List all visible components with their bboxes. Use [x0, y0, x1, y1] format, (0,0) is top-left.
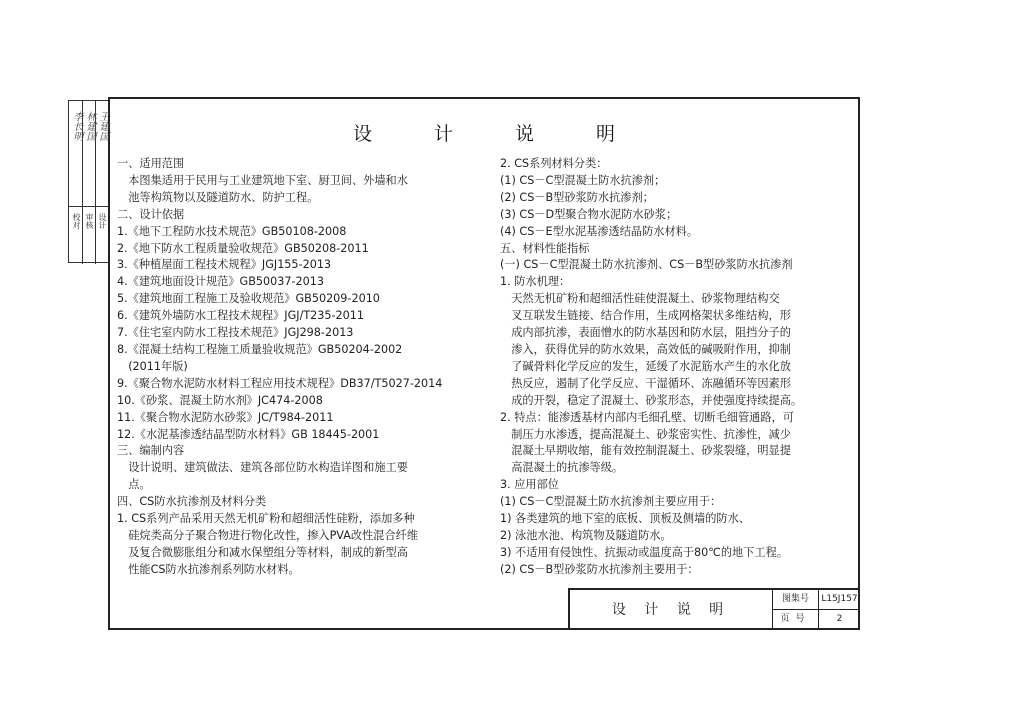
right-column: [500, 156, 852, 579]
text-line: 了碱骨料化学反应的发生，延缓了水泥筋水产生的水化放: [500, 359, 791, 373]
text-line: 池等构筑物以及隧道防水、防护工程。: [117, 190, 319, 204]
text-line: 3) 不适用有侵蚀性、抗振动或温度高于80℃的地下工程。: [500, 545, 788, 559]
text-line: 3. 应用部位: [500, 478, 559, 492]
text-line: 9.《聚合物水泥防水材料工程应用技术规程》DB37/T5027-2014: [117, 376, 443, 390]
text-line: 成内部抗渗，表面憎水的防水基因和防水层，阻挡分子的: [500, 326, 791, 340]
text-line: 热反应，遏制了化学反应、干湿循环、冻融循环等因素形: [500, 376, 791, 390]
atlas-number-label: 图集号: [773, 590, 819, 610]
strip-label-review: 审核: [85, 213, 94, 229]
text-line: 11.《聚合物水泥防水砂浆》JC/T984-2011: [117, 410, 334, 424]
text-line: 2. CS系列材料分类：: [500, 157, 608, 170]
text-line: 一、适用范围: [117, 157, 185, 170]
title-block-name: 设 计 说 明: [570, 590, 773, 630]
signature-2: 林建国: [84, 111, 95, 141]
left-column: [117, 156, 497, 579]
text-line: (4) CS－E型水泥基渗透结晶防水材料。: [500, 224, 699, 238]
text-line: 12.《水泥基渗透结晶型防水材料》GB 18445-2001: [117, 427, 380, 441]
strip-label-check: 校对: [72, 213, 81, 229]
text-line: 二、设计依据: [117, 207, 185, 221]
text-line: 硅烷类高分子聚合物进行物化改性，掺入PVA改性混合纤维: [117, 528, 419, 542]
text-line: 制压力水渗透，提高混凝土、砂浆密实性、抗渗性，减少: [500, 427, 791, 441]
approval-strip: [68, 100, 108, 263]
atlas-number-value: L15J157: [819, 590, 860, 610]
text-line: 1.《地下工程防水技术规范》GB50108-2008: [117, 224, 347, 238]
text-line: (2011年版): [117, 359, 188, 373]
text-line: 6.《建筑外墙防水工程技术规程》JGJ/T235-2011: [117, 309, 365, 323]
text-line: (1) CS－C型混凝土防水抗渗剂主要应用于：: [500, 495, 722, 509]
text-line: 天然无机矿粉和超细活性硅使混凝土、砂浆物理结构交: [500, 292, 780, 306]
text-line: 四、CS防水抗渗剂及材料分类: [117, 495, 267, 509]
text-line: (2) CS－B型砂浆防水抗渗剂主要用于：: [500, 562, 699, 576]
text-line: 点。: [117, 478, 151, 492]
text-line: 1. 防水机理：: [500, 275, 571, 289]
text-line: 五、材料性能指标: [500, 241, 590, 255]
text-line: 5.《建筑地面工程施工及验收规范》GB50209-2010: [117, 292, 380, 306]
page-number-label: 页号: [773, 610, 819, 630]
signature-3: 王建国: [97, 111, 108, 141]
text-line: 本图集适用于民用与工业建筑地下室、厨卫间、外墙和水: [117, 173, 408, 187]
strip-label-design: 设计: [98, 213, 107, 229]
text-line: (3) CS－D型聚合物水泥防水砂浆；: [500, 207, 678, 221]
text-line: 及复合微膨胀组分和减水保塑组分等材料，制成的新型高: [117, 545, 408, 559]
text-line: 7.《住宅室内防水工程技术规范》JGJ298-2013: [117, 326, 354, 340]
text-line: 4.《建筑地面设计规范》GB50037-2013: [117, 275, 324, 289]
text-line: 设计说明、建筑做法、建筑各部位防水构造详图和施工要: [117, 461, 408, 475]
text-line: 渗入，获得优异的防水效果，高效低的碱吸附作用，抑制: [500, 342, 791, 356]
text-line: 1) 各类建筑的地下室的底板、顶板及侧墙的防水、: [500, 512, 750, 526]
text-line: 10.《砂浆、混凝土防水剂》JC474-2008: [117, 393, 323, 407]
text-line: (一) CS－C型混凝土防水抗渗剂、CS－B型砂浆防水抗渗剂: [500, 258, 793, 272]
text-line: 2) 泳池水池、构筑物及隧道防水。: [500, 528, 672, 542]
text-line: 三、编制内容: [117, 444, 185, 458]
text-line: 混凝土早期收缩，能有效控制混凝土、砂浆裂缝，明显提: [500, 444, 791, 458]
title-block: [568, 588, 860, 630]
text-line: 1. CS系列产品采用天然无机矿粉和超细活性硅粉，添加多种: [117, 512, 415, 526]
text-line: 3.《种植屋面工程技术规程》JGJ155-2013: [117, 258, 332, 272]
text-line: 2.《地下防水工程质量验收规范》GB50208-2011: [117, 241, 369, 255]
text-line: (2) CS－B型砂浆防水抗渗剂；: [500, 190, 654, 204]
text-line: 8.《混凝土结构工程施工质量验收规范》GB50204-2002: [117, 342, 403, 356]
page-number-value: 2: [836, 614, 843, 624]
text-line: 高混凝土的抗渗等级。: [500, 461, 624, 475]
signature-1: 李长明: [71, 111, 82, 141]
text-line: 成的开裂，稳定了混凝土、砂浆形态，并使强度持续提高。: [500, 393, 803, 407]
strip-divider: [69, 206, 109, 207]
text-line: 性能CS防水抗渗剂系列防水材料。: [117, 562, 300, 576]
text-line: 叉互联发生链接、结合作用，生成网格架状多维结构，形: [500, 309, 791, 323]
text-line: (1) CS－C型混凝土防水抗渗剂；: [500, 173, 666, 187]
text-line: 2. 特点：能渗透基材内部内毛细孔壁、切断毛细管通路，可: [500, 410, 794, 424]
page-title: 设 计 说 明: [352, 123, 644, 145]
